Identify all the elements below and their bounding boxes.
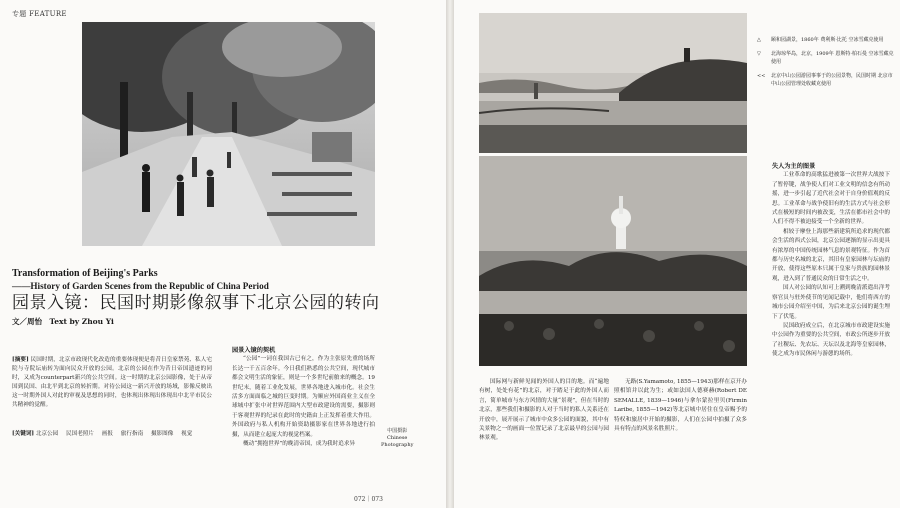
body-paragraph: 相较于摩登上海那些新建筑所追求的现代都会生活的西式公园，北京公园逐渐的显示出更具有浓厚的中国传统园林气息的景观特征。作为首都与历史名城的北京，其旧有皇家园林与坛庙的开放，使得这些原本只属于皇家与贵族的园林景观，进入到了普通民众的日常生活之中。: [772, 228, 890, 282]
subtitle-english: ——History of Garden Scenes from the Republic of China Period: [12, 281, 269, 291]
body-paragraph: 无路(S.Yamamoto, 1855—1943)那样在京开办照相馆并以此为生；或如法国人德赛赫(Robert DE SEMALLE, 1839—1946)与拿尔蒙拉里贝(Firmin Laribe, 1855—1942)等北京城中居住在皇帝赐予的特权和旅居中开始的摄影，人们在公园中拍摄了众多具有特点的风景名胜照片。: [614, 379, 747, 433]
keyword: 民国老照片: [66, 431, 95, 437]
street-park-photo: [82, 22, 375, 246]
abstract: [12, 356, 212, 410]
pagoda-photo: [479, 156, 747, 366]
caption-text: 北京中山公园游园事事于的公园景物，民国时期 北京市中山公园管理处收藏克使用: [771, 73, 893, 87]
magazine-mark-line: 中国摄影: [387, 428, 408, 434]
caption-down-arrow-icon: ▽: [757, 51, 761, 57]
title-chinese: 园景入镜：民国时期影像叙事下北京公园的转向: [12, 293, 380, 313]
left-page: [0, 0, 446, 508]
byline: 文／周怡 Text by Zhou Yi: [12, 317, 114, 326]
body-paragraph: 概动“拥抱世界”的晚清帝国，成为我时追求异: [243, 441, 356, 448]
body-column-right-1: [479, 378, 609, 444]
spine-gutter: [446, 0, 454, 508]
pagoda-illustration: [479, 156, 747, 366]
body-column-right-3: [772, 162, 890, 360]
body-column-left: [232, 346, 375, 449]
photo-captions: [757, 36, 895, 94]
body-paragraph: “公园”一词在我国古已有之，作为主张原先重的场所长达一千五百余年。今日我们熟悉的公共空间，现代城市都会文明生活的象征，则是一个多世纪前舶来的概念。19世纪末，随着工业化发展，世界各地进入城市化。社会生活多方面面临之城的巨变时期。为顺应外国商业主义在全球城中扩张中对世界范围内大型市政建设的需要，摄影则于客观世界的纪录在此时的史籍由上正发挥着重大作用。外国政府与私人机构开始资助摄影家在世界各地进行拍摄，从而建立起庞大的视觉档案。: [232, 356, 375, 438]
body-paragraph: 国际网与新鲜见闻的外国人的目的地。而“遍地有树，处处有花”的北京，对于踏足于此的外国人而言，简单城市与东方风情的大量“景观”，但在当时的北京，那些我们和摄影的人对于当时的私人关系还在开放中，展开展示了城市中众多公园的面貌，其中有关景物之一的画面一位置记录了北京最早的公园与园林景观。: [479, 379, 609, 442]
title-english: Transformation of Beijing's Parks: [12, 268, 158, 279]
keywords: [12, 430, 212, 439]
section-heading: 失人为主的图景: [772, 163, 816, 170]
magazine-mark-line: Photography: [381, 442, 414, 448]
body-paragraph: 工业革命的高歌猛进被第一次世界大战按下了暂停键，战争使人们对工业文明的信念有所动摇，进一步引起了近代社会对于自身价值观的反思。工业革命与战争使旧有的生活方式与社会形式在极短的时间内被改变，生活在都市社会中的人们不得不被迫接受一个全新的世界。: [772, 172, 890, 226]
keyword: 画报: [101, 431, 113, 437]
page-number: 072｜073: [354, 496, 383, 503]
caption-text: 北海琼华岛，北京，1909年 恩斯特·柏石曼 空冰雪藏克使用: [771, 51, 894, 65]
keywords-label: [关键词]: [12, 431, 35, 437]
street-scene-illustration: [82, 22, 375, 246]
caption-up-arrow-icon: △: [757, 37, 761, 43]
keyword: 北京公园: [35, 431, 59, 437]
keyword: 摄影图像: [150, 431, 174, 437]
magazine-mark: [381, 428, 413, 449]
keyword: 旅行指南: [120, 431, 144, 437]
abstract-text: 民国时期，北京市政现代化改造的重要体现便是将昔日皇家禁苑、私人宅院与寺院坛庙转为面向民众开放的公园。北京的公园在作为昔日帝国遗迹的同时，又成为counterpart新兴的公共空间。这一时期的北京公园影像，处于从帝国到民国、由北平到北京的转折期。对待公园这一新兴开放的场域，影像反映出这一时期外国人对此的审视及思想的同时，也体现出体现出体现出中北平市民公共精神的觉醒。: [12, 357, 212, 408]
lake-illustration: [479, 13, 747, 153]
caption-left-arrow-icon: <<: [757, 73, 766, 79]
right-page: [454, 0, 900, 508]
body-paragraph: 民国政府成立后，在北京城市市政建设实施中公园作为重要的公共空间，市政公所逐步开放了社稷坛、先农坛、天坛以及北海等皇家园林，使之成为市民休闲与游憩的场所。: [772, 322, 890, 358]
body-column-right-2: [614, 378, 747, 434]
body-paragraph: 国人对公园的认知可上溯到晚清派遣出洋考察官员与驻外使节的见闻记载中，他们将西方的城市公园介绍至中国，为后来北京公园的诞生埋下了伏笔。: [772, 285, 890, 320]
magazine-mark-line: Chinese: [387, 435, 408, 441]
section-heading: 园景入镜的契机: [232, 347, 276, 354]
caption-item: [757, 50, 895, 66]
caption-item: [757, 72, 895, 88]
keyword: 视觉: [181, 431, 193, 437]
lake-photo: [479, 13, 747, 153]
caption-item: [757, 36, 895, 44]
section-tag: 专题 FEATURE: [12, 10, 67, 18]
abstract-label: [摘要]: [12, 357, 29, 363]
caption-text: 颐和园湖景，1860年 费利斯·比托 空冰雪藏克使用: [771, 37, 884, 43]
